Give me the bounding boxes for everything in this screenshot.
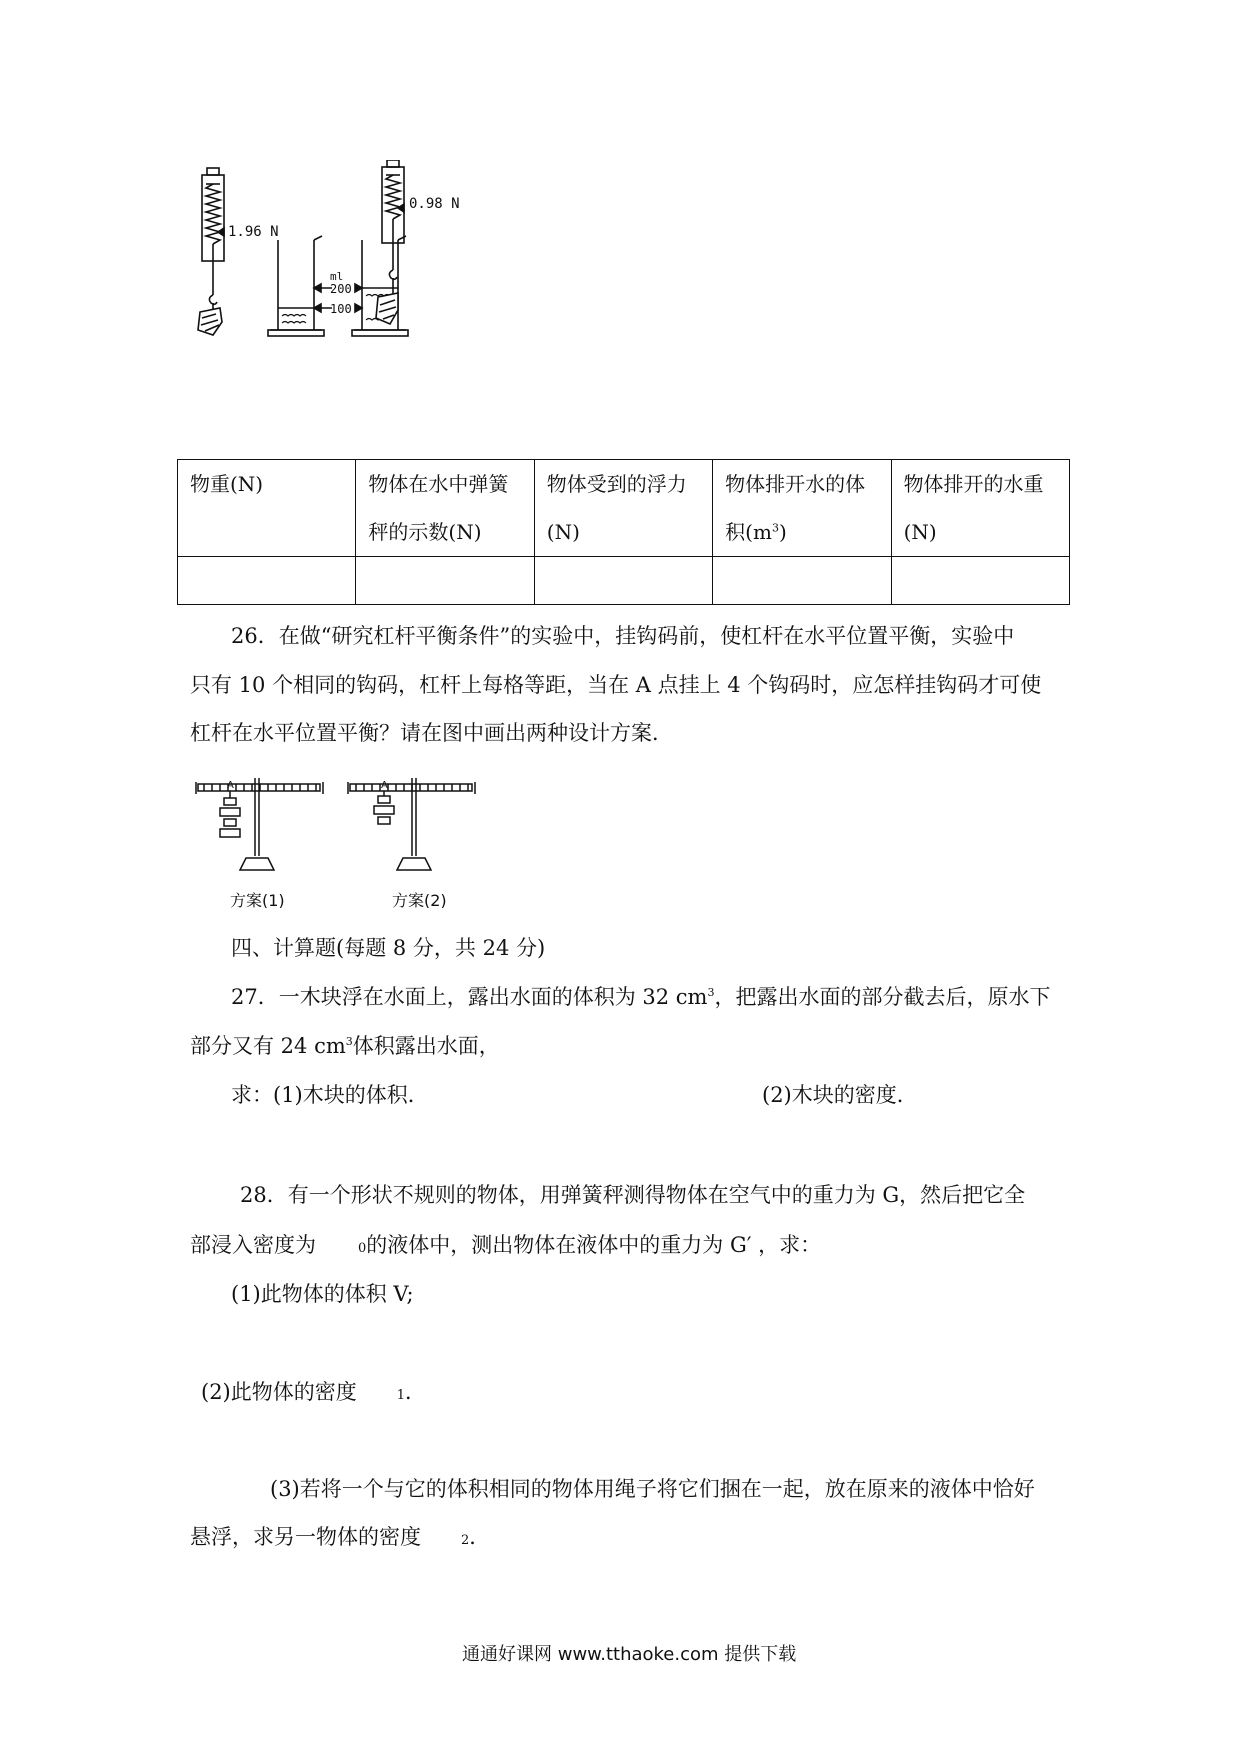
- table-header-cell: 物体排开水的体 积$(m^3)$: [713, 460, 891, 557]
- scheme-1-label: 方案(1): [230, 891, 285, 908]
- point-a-label-2: A: [381, 780, 388, 791]
- q27-line-1: 27．一木块浮在水面上，露出水面的体积为 32 $cm^3$，把露出水面的部分截去后，原水下: [231, 985, 1051, 1009]
- ml-unit-label: ml: [330, 270, 344, 283]
- table-header-row: [178, 460, 1070, 557]
- buoyancy-experiment-figure: [180, 160, 520, 390]
- scheme-2-label: 方案(2): [392, 891, 447, 908]
- q28-part-3-line-1: (3)若将一个与它的体积相同的物体用绳子将它们捆在一起，放在原来的液体中恰好: [270, 1477, 1035, 1501]
- q28-part-3-line-2: 悬浮，求另一物体的密度 2．: [190, 1525, 491, 1549]
- lever-figures: [190, 778, 510, 908]
- mark-100-label: 100: [330, 302, 352, 316]
- q27-ask-2: (2)木块的密度．: [762, 1083, 918, 1107]
- right-scale-reading: 0.98 N: [409, 196, 460, 212]
- q26-line-3: 杠杆在水平位置平衡？请在图中画出两种设计方案．: [190, 721, 673, 745]
- q28-part-2: (2)此物体的密度 1．: [201, 1380, 427, 1404]
- table-header-cell: 物体在水中弹簧 秤的示数(N): [356, 460, 534, 557]
- table-cell[interactable]: [534, 557, 712, 605]
- q27-line-2: 部分又有 24 $cm^3$体积露出水面，: [190, 1034, 500, 1058]
- point-a-label-1: A: [227, 780, 234, 791]
- q26-line-2: 只有 10 个相同的钩码，杠杆上每格等距，当在 A 点挂上 4 个钩码时，应怎样挂钩码才可使: [190, 673, 1042, 697]
- table-answer-row: [178, 557, 1070, 605]
- q28-line-2: 部浸入密度为 0的液体中，测出物体在液体中的重力为 G′ ，求：: [190, 1233, 822, 1257]
- q28-line-1: 28．有一个形状不规则的物体，用弹簧秤测得物体在空气中的重力为 G，然后把它全: [240, 1183, 1026, 1207]
- table-cell[interactable]: [891, 557, 1069, 605]
- section-4-heading: 四、计算题(每题 8 分，共 24 分): [231, 936, 546, 960]
- table-cell[interactable]: [356, 557, 534, 605]
- table-header-cell: 物体受到的浮力 (N): [534, 460, 712, 557]
- q26-line-1: 26．在做“研究杠杆平衡条件”的实验中，挂钩码前，使杠杆在水平位置平衡，实验中: [231, 624, 1015, 648]
- table-header-cell: 物重(N): [178, 460, 356, 557]
- q27-ask-1: 求：(1)木块的体积．: [231, 1083, 429, 1107]
- table-header-cell: 物体排开的水重 (N): [891, 460, 1069, 557]
- buoyancy-data-table: [177, 459, 1070, 605]
- table-cell[interactable]: [713, 557, 891, 605]
- left-scale-reading: 1.96 N: [228, 224, 279, 240]
- table-cell[interactable]: [178, 557, 356, 605]
- q28-part-1: (1)此物体的体积 V;: [231, 1282, 414, 1306]
- mark-200-label: 200: [330, 282, 352, 296]
- footer-source-line: 通通好课网 www.tthaoke.com 提供下载: [462, 1644, 797, 1665]
